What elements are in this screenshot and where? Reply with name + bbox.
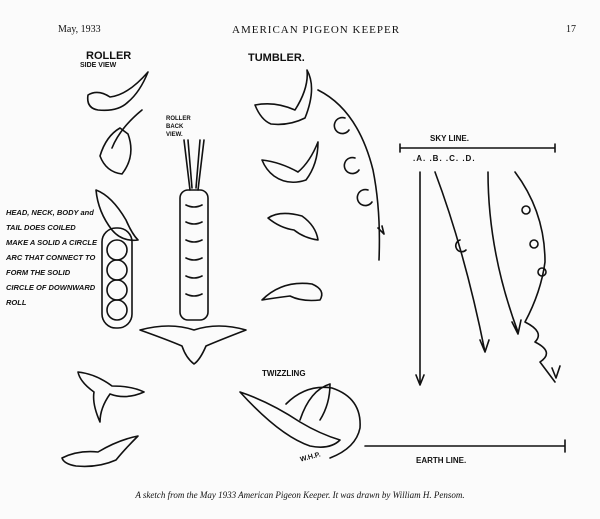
sky-line-label: SKY LINE.: [430, 134, 469, 143]
side-view-label: SIDE VIEW: [80, 62, 117, 69]
signature: W.H.P.: [299, 451, 322, 464]
twizzling-bird: [240, 384, 360, 458]
tumbler-birds: [255, 70, 322, 301]
flight-lines: [416, 172, 560, 385]
twizzling-label: TWIZZLING: [262, 369, 306, 378]
column-labels: .A. .B. .C. .D.: [413, 154, 476, 163]
sky-line: [400, 144, 555, 152]
roll-circles: [102, 228, 132, 328]
roll-note: HEAD, NECK, BODY and TAIL DOES COILED MAKE A SOLID A CIRCLE ARC THAT CONNECT TO FORM THE SOLID CIRCLE OF DOWNWARD ROLL: [6, 208, 97, 307]
tumbler-label: TUMBLER.: [248, 52, 305, 64]
page-number: 17: [566, 24, 576, 35]
caption: A sketch from the May 1933 American Pigeon Keeper. It was drawn by William H. Pensom.: [135, 490, 465, 500]
header-title: AMERICAN PIGEON KEEPER: [232, 24, 401, 36]
earth-line-label: EARTH LINE.: [416, 456, 467, 465]
tumbler-spiral: [318, 90, 384, 260]
roller-back-view: [140, 140, 246, 364]
earth-line: [365, 440, 565, 452]
header-date: May, 1933: [58, 24, 101, 35]
roller-label: ROLLER: [86, 50, 132, 62]
roller-back-view-label: ROLLER BACK VIEW.: [166, 116, 191, 138]
